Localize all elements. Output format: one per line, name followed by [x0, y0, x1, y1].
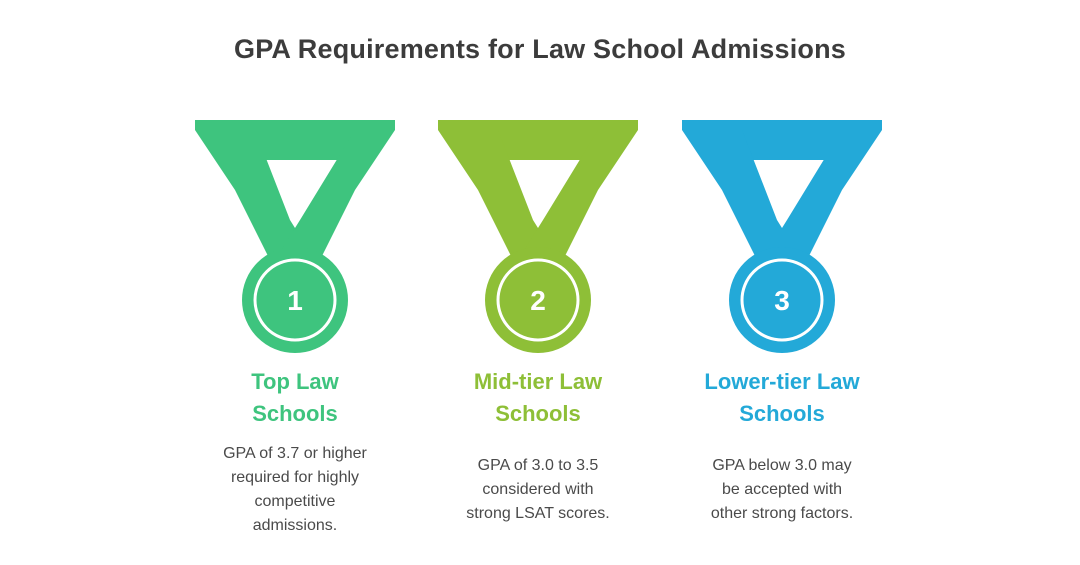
tier-description-3-line: GPA below 3.0 may — [712, 457, 852, 474]
medal-3 — [682, 120, 882, 360]
tier-description-1-line: required for highly — [230, 469, 360, 486]
medal-icon — [438, 120, 638, 360]
tier-heading-2-line1: Mid-tier Law — [473, 369, 603, 394]
tier-description-3-line: be accepted with — [721, 481, 843, 498]
tier-description-2-line: considered with — [482, 481, 594, 498]
tier-description-1 — [175, 442, 415, 538]
page-title: GPA Requirements for Law School Admissions — [234, 34, 846, 64]
tier-description-3 — [662, 454, 902, 526]
tier-heading-3 — [662, 366, 902, 430]
tier-heading-1 — [175, 366, 415, 430]
tier-heading-3-line1: Lower-tier Law — [704, 369, 860, 394]
tier-heading-1-line2: Schools — [252, 401, 338, 426]
tier-heading-1-line1: Top Law — [251, 369, 339, 394]
medal-number-3: 3 — [774, 285, 790, 316]
tier-description-3-line: other strong factors. — [710, 505, 854, 522]
tier-description-2-line: GPA of 3.0 to 3.5 — [477, 457, 599, 474]
tier-description-1-line: competitive — [254, 493, 336, 510]
tier-description-1-line: admissions. — [252, 517, 338, 534]
tier-heading-2 — [418, 366, 658, 430]
medal-icon — [682, 120, 882, 360]
medal-number-1: 1 — [287, 285, 303, 316]
medal-2 — [438, 120, 638, 360]
medal-1 — [195, 120, 395, 360]
tier-description-2-line: strong LSAT scores. — [466, 505, 610, 522]
tier-heading-2-line2: Schools — [495, 401, 581, 426]
medal-number-2: 2 — [530, 285, 546, 316]
tier-description-1-line: GPA of 3.7 or higher — [223, 445, 367, 462]
tier-heading-3-line2: Schools — [739, 401, 825, 426]
tier-description-2 — [418, 454, 658, 526]
medal-icon — [195, 120, 395, 360]
